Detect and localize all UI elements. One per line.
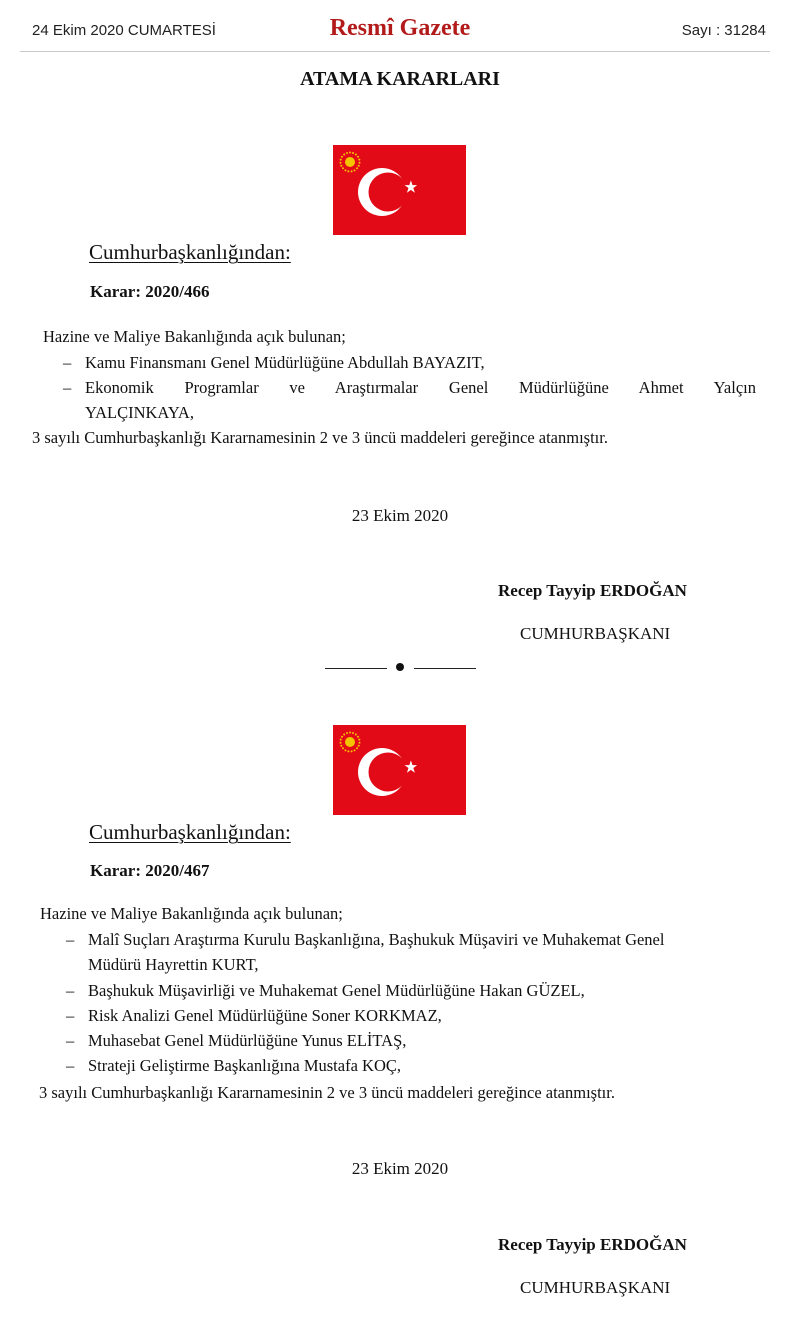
seal-sun-icon <box>345 737 355 747</box>
item-text: Muhasebat Genel Müdürlüğüne Yunus ELİTAŞ, <box>88 1031 407 1050</box>
signer-title: CUMHURBAŞKANI <box>520 624 671 643</box>
bullet-separator-icon <box>325 660 477 674</box>
list-item <box>66 1006 442 1026</box>
closing-text: 3 sayılı Cumhurbaşkanlığı Kararnamesinin 2 ve 3 üncü maddeleri gereğince atanmıştır. <box>39 1083 615 1102</box>
crescent-inner <box>369 753 408 792</box>
list-item <box>66 981 585 1001</box>
separator-line-left <box>325 668 387 669</box>
item-line <box>63 378 756 398</box>
item-text: Ekonomik Programlar ve Araştırmalar Genel Müdürlüğüne Ahmet Yalçın <box>85 378 756 397</box>
separator-dot <box>396 663 404 671</box>
flag-graphic <box>333 145 466 235</box>
dash-bullet: – <box>66 930 75 949</box>
document-title: ATAMA KARARLARI <box>300 68 500 90</box>
issue-number: Sayı : 31284 <box>681 22 766 39</box>
list-item <box>63 378 756 398</box>
list-item <box>63 353 485 373</box>
gazette-date: 24 Ekim 2020 CUMARTESİ <box>32 22 216 39</box>
item-text: Kamu Finansmanı Genel Müdürlüğüne Abdullah BAYAZIT, <box>85 353 485 372</box>
list-item <box>66 1031 406 1051</box>
item-text: Strateji Geliştirme Başkanlığına Mustafa KOÇ, <box>88 1056 401 1075</box>
item-text: Risk Analizi Genel Müdürlüğüne Soner KORKMAZ, <box>88 1006 442 1025</box>
item-text-continuation: YALÇINKAYA, <box>85 403 194 422</box>
dash-bullet: – <box>66 1031 75 1050</box>
list-item <box>66 1056 401 1076</box>
issuer-heading: Cumhurbaşkanlığından: <box>89 240 291 264</box>
item-text: Malî Suçları Araştırma Kurulu Başkanlığına, Başhukuk Müşaviri ve Muhakemat Genel <box>88 930 665 949</box>
decision-number: Karar: 2020/467 <box>90 861 210 880</box>
closing-text: 3 sayılı Cumhurbaşkanlığı Kararnamesinin 2 ve 3 üncü maddeleri gereğince atanmıştır. <box>32 428 608 447</box>
intro-text: Hazine ve Maliye Bakanlığında açık bulunan; <box>43 327 346 346</box>
dash-bullet: – <box>63 353 72 372</box>
item-text: Başhukuk Müşavirliği ve Muhakemat Genel Müdürlüğüne Hakan GÜZEL, <box>88 981 585 1000</box>
dash-bullet: – <box>66 1006 75 1025</box>
signer-name: Recep Tayyip ERDOĞAN <box>498 1235 687 1254</box>
item-text-continuation: Müdürü Hayrettin KURT, <box>88 955 259 974</box>
intro-text: Hazine ve Maliye Bakanlığında açık bulunan; <box>40 904 343 923</box>
crescent-inner <box>369 173 408 212</box>
gazette-title: Resmî Gazete <box>329 15 471 41</box>
decision-date: 23 Ekim 2020 <box>351 506 449 525</box>
seal-sun-icon <box>345 157 355 167</box>
issuer-heading: Cumhurbaşkanlığından: <box>89 820 291 844</box>
dash-bullet: – <box>63 378 72 397</box>
flag-graphic <box>333 725 466 815</box>
presidential-flag-icon <box>333 145 466 235</box>
dash-bullet: – <box>66 981 75 1000</box>
header-divider <box>20 51 770 52</box>
presidential-flag-icon <box>333 725 466 815</box>
signer-name: Recep Tayyip ERDOĞAN <box>498 581 687 600</box>
dash-bullet: – <box>66 1056 75 1075</box>
separator-line-right <box>414 668 476 669</box>
decision-date: 23 Ekim 2020 <box>351 1159 449 1178</box>
signer-title: CUMHURBAŞKANI <box>520 1278 671 1297</box>
list-item <box>66 930 664 950</box>
decision-number: Karar: 2020/466 <box>90 282 210 301</box>
